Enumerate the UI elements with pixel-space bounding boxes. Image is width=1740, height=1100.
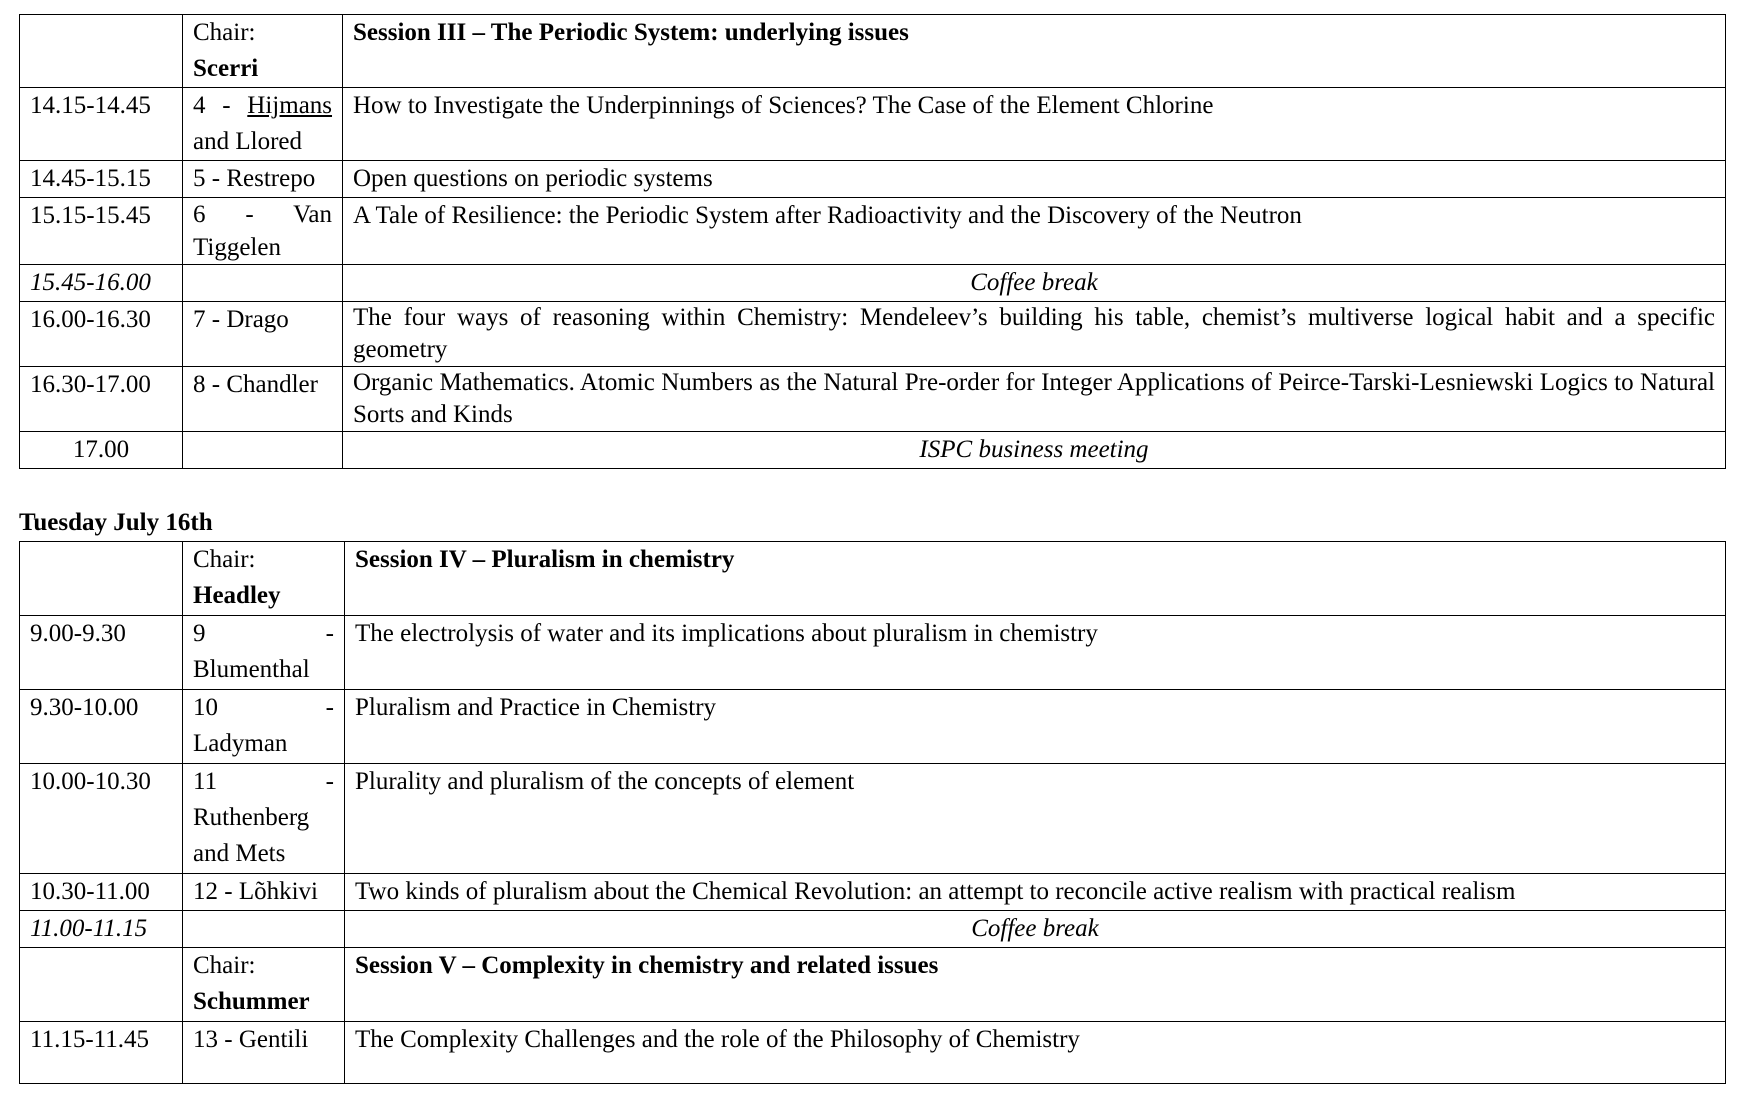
speaker-line: 11 - xyxy=(193,768,334,795)
time-cell: 14.45-15.15 xyxy=(20,161,183,198)
table-row xyxy=(20,764,1726,874)
speaker-cell xyxy=(183,911,345,948)
table-row xyxy=(20,302,1726,367)
time-cell: 17.00 xyxy=(20,432,183,469)
break-label: Coffee break xyxy=(343,265,1726,302)
table-row xyxy=(20,88,1726,161)
time-cell xyxy=(20,948,183,1022)
time-cell: 16.00-16.30 xyxy=(20,302,183,367)
chair-prefix: Chair: xyxy=(193,19,256,46)
chair-name: Scerri xyxy=(193,55,259,82)
tuesday-table xyxy=(19,541,1726,1084)
session-title: Session III – The Periodic System: underlying issues xyxy=(343,15,1726,88)
break-row xyxy=(20,911,1726,948)
speaker-cell xyxy=(183,764,345,874)
speaker-name: Hijmans xyxy=(247,92,333,119)
talk-title: A Tale of Resilience: the Periodic System after Radioactivity and the Discovery of the Neutron xyxy=(343,198,1726,265)
speaker-cell: 8 - Chandler xyxy=(183,367,343,432)
talk-title: Plurality and pluralism of the concepts of element xyxy=(345,764,1726,874)
speaker-line: Blumenthal xyxy=(193,656,310,683)
meeting-label: ISPC business meeting xyxy=(343,432,1726,469)
speaker-cell xyxy=(183,432,343,469)
table-row xyxy=(20,874,1726,911)
time-cell: 15.15-15.45 xyxy=(20,198,183,265)
time-cell xyxy=(20,542,183,616)
speaker-cell xyxy=(183,198,343,265)
meeting-row xyxy=(20,432,1726,469)
chair-cell xyxy=(183,542,345,616)
talk-title: The electrolysis of water and its implications about pluralism in chemistry xyxy=(345,616,1726,690)
time-cell: 16.30-17.00 xyxy=(20,367,183,432)
chair-name: Schummer xyxy=(193,988,310,1015)
time-cell: 11.00-11.15 xyxy=(20,911,183,948)
session-header-row xyxy=(20,15,1726,88)
speaker-line: Ruthenberg xyxy=(193,804,310,831)
talk-title: The Complexity Challenges and the role of the Philosophy of Chemistry xyxy=(345,1022,1726,1084)
speaker-line: 4 - Hijmans xyxy=(193,92,333,119)
chair-prefix: Chair: xyxy=(193,952,256,979)
table-row xyxy=(20,616,1726,690)
speaker-line: Ladyman xyxy=(193,730,288,757)
talk-title: Organic Mathematics. Atomic Numbers as the Natural Pre-order for Integer Applications of Peirce-Tarski-Lesniewski Logics to Natural Sorts and Kinds xyxy=(343,367,1726,432)
break-row xyxy=(20,265,1726,302)
talk-title: Two kinds of pluralism about the Chemical Revolution: an attempt to reconcile active realism with practical realism xyxy=(345,874,1726,911)
chair-cell xyxy=(183,15,343,88)
speaker-cell xyxy=(183,690,345,764)
speaker-line: 10 - xyxy=(193,694,334,721)
speaker-line: Tiggelen xyxy=(193,234,281,261)
time-cell: 9.00-9.30 xyxy=(20,616,183,690)
session-header-row xyxy=(20,542,1726,616)
speaker-cell: 7 - Drago xyxy=(183,302,343,367)
table-row xyxy=(20,690,1726,764)
session-title: Session IV – Pluralism in chemistry xyxy=(345,542,1726,616)
break-label: Coffee break xyxy=(345,911,1726,948)
time-cell: 11.15-11.45 xyxy=(20,1022,183,1084)
talk-title: The four ways of reasoning within Chemistry: Mendeleev’s building his table, chemist’s multiverse logical habit and a specific geometry xyxy=(343,302,1726,367)
speaker-line: 9 - xyxy=(193,620,334,647)
speaker-cell xyxy=(183,265,343,302)
time-cell: 10.30-11.00 xyxy=(20,874,183,911)
table-row xyxy=(20,367,1726,432)
chair-prefix: Chair: xyxy=(193,546,256,573)
time-cell: 15.45-16.00 xyxy=(20,265,183,302)
table-row xyxy=(20,1022,1726,1084)
session-title: Session V – Complexity in chemistry and related issues xyxy=(345,948,1726,1022)
speaker-cell xyxy=(183,616,345,690)
speaker-cell: 5 - Restrepo xyxy=(183,161,343,198)
time-cell: 9.30-10.00 xyxy=(20,690,183,764)
session-header-row xyxy=(20,948,1726,1022)
time-cell xyxy=(20,15,183,88)
chair-name: Headley xyxy=(193,582,281,609)
speaker-cell xyxy=(183,88,343,161)
speaker-cell: 12 - Lõhkivi xyxy=(183,874,345,911)
speaker-line: 6 - Van xyxy=(193,201,332,228)
talk-title: Pluralism and Practice in Chemistry xyxy=(345,690,1726,764)
session-iii-table xyxy=(19,14,1726,469)
speaker-line: and Mets xyxy=(193,840,286,867)
speaker-cell: 13 - Gentili xyxy=(183,1022,345,1084)
time-cell: 14.15-14.45 xyxy=(20,88,183,161)
table-row xyxy=(20,161,1726,198)
day-heading: Tuesday July 16th xyxy=(19,509,213,536)
talk-title: How to Investigate the Underpinnings of Sciences? The Case of the Element Chlorine xyxy=(343,88,1726,161)
chair-cell xyxy=(183,948,345,1022)
talk-title: Open questions on periodic systems xyxy=(343,161,1726,198)
table-row xyxy=(20,198,1726,265)
time-cell: 10.00-10.30 xyxy=(20,764,183,874)
speaker-line: and Llored xyxy=(193,128,302,155)
